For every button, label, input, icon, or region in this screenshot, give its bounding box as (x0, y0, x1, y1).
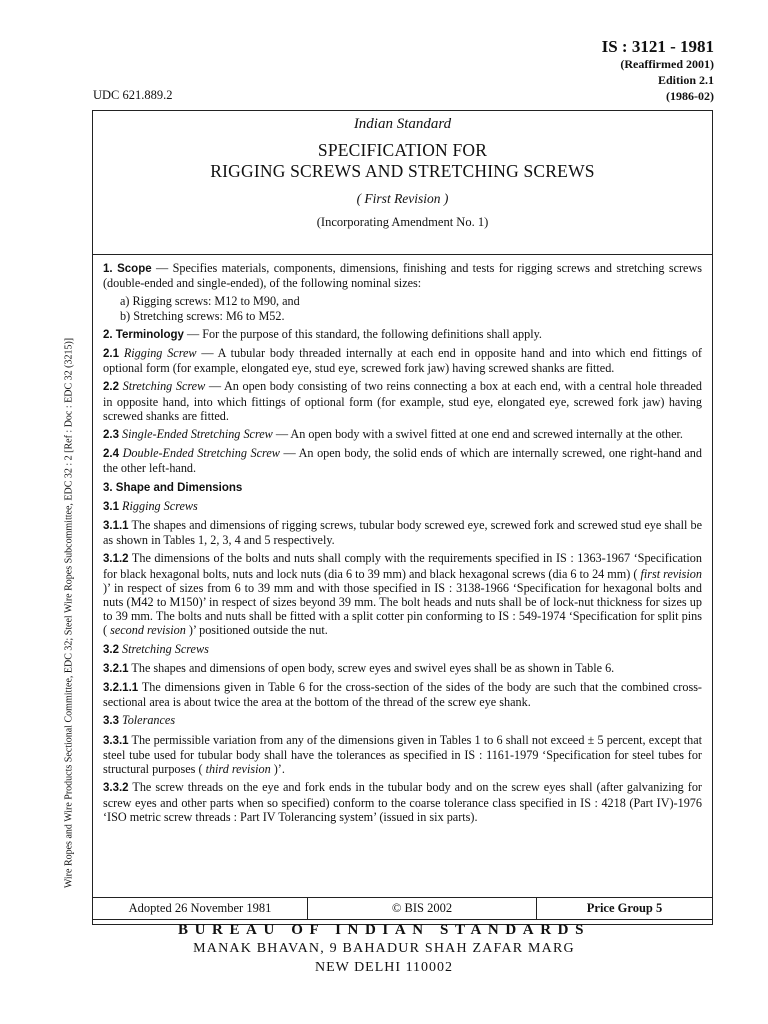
indian-standard-label: Indian Standard (353, 116, 452, 132)
publisher-address-line-1: MANAK BHAVAN, 9 BAHADUR SHAH ZAFAR MARG (193, 941, 575, 956)
clause-1-scope (103, 261, 702, 290)
edition-date: (1986-02) (666, 89, 714, 103)
clause-text: )’ in respect of sizes from 6 to 39 mm and with those specified in IS : 3138-1966 ‘Specification for hexagonal bolts and nuts (M42 to M150)’ in respect of sizes beyond 39 mm. The bolt heads and nuts shall be of lock-nut thickness for sizes up to 39 mm. The bolts and nuts shall be fitted with a split cotter pin conforming to IS : 549-1974 ‘Specification for split pins ( (103, 580, 702, 638)
adopted-date: Adopted 26 November 1981 (93, 898, 308, 919)
clause-number: 3.2.1.1 (103, 682, 139, 695)
scope-item-b: b) Stretching screws: M6 to M52. (120, 308, 285, 323)
clause-text: The shapes and dimensions of rigging screws, tubular body screwed eye, screwed fork and screwed stud eye shall be as shown in Tables 1, 2, 3, 4 and 5 respectively. (103, 518, 702, 548)
clause-text: )’ positioned outside the nut. (185, 623, 328, 638)
committee-side-note-text: Wire Ropes and Wire Products Sectional Committee, EDC 32; Steel Wire Ropes Subcommittee, EDC 32 : 2 [Ref : Doc : EDC 32 (3215)] (63, 337, 75, 889)
clause-text: — For the purpose of this standard, the following definitions shall apply. (183, 326, 542, 341)
clause-text: — An open body, the solid ends of which are internally screwed, one right-hand and the other left-hand. (103, 446, 702, 476)
clause-3-3 (103, 713, 702, 728)
clause-3-3-1 (103, 733, 702, 777)
publisher-address-line-2: NEW DELHI 110002 (314, 960, 454, 975)
clause-term: Rigging Screw (123, 346, 197, 361)
copyright-note: © BIS 2002 (308, 898, 537, 919)
document-frame (92, 110, 713, 925)
clause-emphasis: third revision (205, 762, 271, 777)
clause-term: Stretching Screws (122, 641, 209, 656)
clause-number: 3.2 (103, 643, 119, 656)
clause-3-2 (103, 642, 702, 657)
edition-info (620, 56, 714, 104)
clause-number: 3.3 (103, 715, 119, 728)
standard-number: IS : 3121 - 1981 (601, 37, 714, 56)
clause-number: 3.2.1 (103, 662, 129, 675)
clause-2-3 (103, 427, 702, 442)
clause-term: Double-Ended Stretching Screw (122, 446, 280, 461)
clause-3-1-2 (103, 551, 702, 637)
clause-2-terminology (103, 327, 702, 342)
clause-number: 3.1 (103, 500, 119, 513)
clause-3-1-1 (103, 518, 702, 547)
clause-2-4 (103, 446, 702, 475)
reaffirmed-note: (Reaffirmed 2001) (620, 57, 714, 71)
clause-number: 1. Scope (103, 263, 152, 275)
clause-text: The dimensions of the bolts and nuts shall comply with the requirements specified in IS : 1363-1967 ‘Specification for black hexagonal bolts, nuts and lock nuts (dia 6 to 39 mm) and black hexagonal screws (dia 6 to 24 mm) ( (103, 551, 702, 581)
clause-emphasis: first revision (640, 566, 702, 581)
clause-number: 3.3.1 (103, 734, 129, 747)
section-heading: 3. Shape and Dimensions (103, 481, 243, 494)
publisher-name: BUREAU OF INDIAN STANDARDS (177, 922, 591, 938)
clause-number: 2.2 (103, 381, 119, 394)
title-block (93, 111, 712, 255)
clause-number: 3.3.2 (103, 782, 129, 795)
clause-number: 2. Terminology (103, 328, 184, 341)
clause-text: The screw threads on the eye and fork ends in the tubular body and on the screw eyes shall (after galvanizing for screw eyes and other parts when so specified) conform to the coarse tolerance class specified in IS : 4218 (Part IV)-1976 ‘ISO metric screw threads : Part IV Tolerancing system’ (issued in six parts). (103, 780, 702, 824)
clause-text: — A tubular body threaded internally at each end in opposite hand and into which end fittings of optional form (for example, elongated eye, stud eye, screwed fork jaw) having screwed shanks are fitted. (103, 346, 702, 376)
title-line-2: RIGGING SCREWS AND STRETCHING SCREWS (210, 161, 595, 181)
clause-text: The dimensions given in Table 6 for the cross-section of the sides of the body are such that the combined cross-sectional area is about twice the area at the bottom of the thread of the screw eye shank. (103, 680, 702, 710)
clause-3-1 (103, 499, 702, 514)
revision-label: ( First Revision ) (356, 191, 449, 206)
clause-number: 2.3 (103, 429, 119, 442)
clause-text: — An open body with a swivel fitted at one end and screwed internally at the other. (272, 427, 683, 442)
clause-term: Rigging Screws (122, 498, 198, 513)
title-line-1: SPECIFICATION FOR (317, 140, 488, 160)
clause-emphasis: second revision (110, 623, 186, 638)
clause-text: — Specifies materials, components, dimensions, finishing and tests for rigging screws and stretching screws (double-ended and single-ended), of the following nominal sizes: (103, 261, 702, 291)
edition-label: Edition 2.1 (657, 73, 714, 87)
price-group: Price Group 5 (586, 901, 663, 915)
scope-item-a: a) Rigging screws: M12 to M90, and (120, 294, 300, 309)
clause-2-2 (103, 379, 702, 423)
clause-number: 2.1 (103, 348, 119, 361)
clause-2-1 (103, 346, 702, 375)
clause-3-2-1-1 (103, 680, 702, 709)
clause-number: 3.1.1 (103, 520, 129, 533)
clause-term: Tolerances (122, 713, 176, 728)
udc-code: UDC 621.889.2 (93, 88, 173, 102)
clause-3-2-1 (103, 661, 702, 676)
clause-number: 3.1.2 (103, 553, 129, 566)
clause-number: 2.4 (103, 448, 119, 461)
amendment-label: (Incorporating Amendment No. 1) (316, 215, 489, 229)
clause-3-heading (103, 480, 702, 495)
document-title (93, 140, 712, 182)
clause-text: The permissible variation from any of the dimensions given in Tables 1 to 6 shall not exceed ± 5 percent, except that steel tube used for tubular body shall have the tolerances as specified in IS : 1161-1979 ‘Specification for steel tubes for structural purposes ( (103, 732, 702, 777)
clause-3-3-2 (103, 780, 702, 824)
document-body (93, 255, 712, 824)
clause-text: The shapes and dimensions of open body, screw eyes and swivel eyes shall be as shown in Table 6. (128, 660, 615, 675)
clause-text: )’. (270, 762, 285, 777)
clause-term: Stretching Screw (122, 379, 206, 394)
footer-table (92, 897, 713, 920)
clause-term: Single-Ended Stretching Screw (122, 427, 273, 442)
clause-text: — An open body consisting of two reins connecting a box at each end, with a central hole threaded in opposite hand, into which fittings of optional form (for example, stud eye, elongated eye, screwed fork jaw) having screwed shanks are fitted. (103, 379, 702, 423)
